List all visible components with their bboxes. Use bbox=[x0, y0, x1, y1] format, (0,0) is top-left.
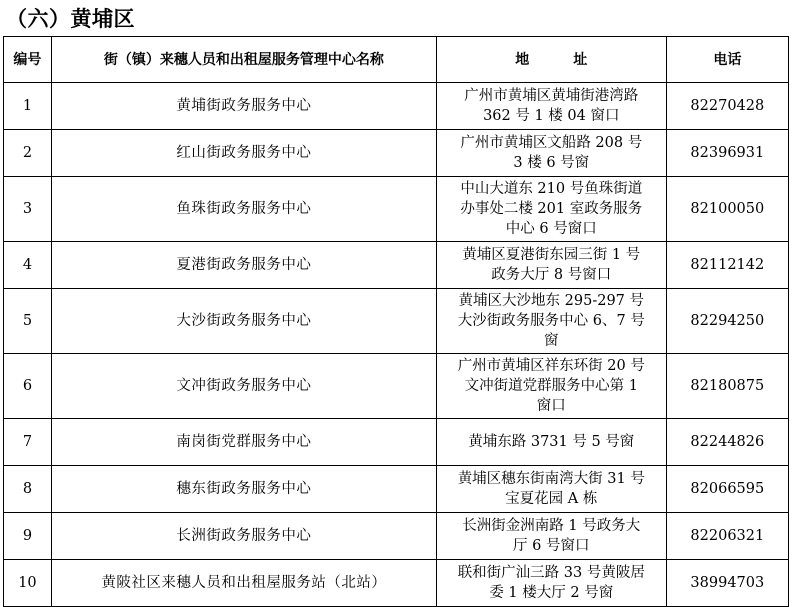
header-address-char-2: 址 bbox=[573, 51, 588, 68]
table-row bbox=[4, 354, 789, 419]
table-body bbox=[4, 83, 789, 607]
table-row bbox=[4, 466, 789, 513]
address-line: 办事处二楼 201 室政务服务 bbox=[460, 201, 643, 217]
center-phone: 82244826 bbox=[666, 419, 788, 466]
address-line: 大沙街政务服务中心 6、7 号 bbox=[457, 313, 645, 329]
address-line: 中山大道东 210 号鱼珠街道 bbox=[460, 181, 643, 197]
address-line: 广州市黄埔区黄埔街港湾路 bbox=[464, 88, 639, 104]
center-phone: 82180875 bbox=[666, 354, 788, 419]
row-number: 2 bbox=[4, 130, 52, 177]
address-line: 黄埔区夏港街东园三街 1 号 bbox=[462, 247, 641, 263]
row-number: 6 bbox=[4, 354, 52, 419]
row-number: 3 bbox=[4, 177, 52, 242]
center-address bbox=[436, 130, 666, 177]
center-name: 大沙街政务服务中心 bbox=[51, 289, 436, 354]
address-line: 黄埔区穗东街南湾大街 31 号 bbox=[457, 471, 645, 487]
section-title: （六）黄埔区 bbox=[6, 7, 135, 31]
center-address bbox=[436, 466, 666, 513]
table-header-row bbox=[4, 37, 789, 83]
table-row bbox=[4, 130, 789, 177]
service-center-table bbox=[3, 36, 789, 607]
address-line: 广州市黄埔区文船路 208 号 bbox=[460, 135, 643, 151]
address-line: 黄埔区大沙地东 295-297 号 bbox=[458, 293, 645, 309]
center-phone: 38994703 bbox=[666, 560, 788, 607]
center-name: 红山街政务服务中心 bbox=[51, 130, 436, 177]
address-line: 窗 bbox=[544, 333, 559, 349]
center-name: 文冲街政务服务中心 bbox=[51, 354, 436, 419]
row-number: 7 bbox=[4, 419, 52, 466]
table-row bbox=[4, 513, 789, 560]
table-row bbox=[4, 242, 789, 289]
table-row bbox=[4, 419, 789, 466]
row-number: 4 bbox=[4, 242, 52, 289]
center-address bbox=[436, 242, 666, 289]
address-line: 窗口 bbox=[536, 398, 566, 414]
address-line: 3 楼 6 号窗 bbox=[513, 155, 590, 171]
center-phone: 82294250 bbox=[666, 289, 788, 354]
table-row bbox=[4, 289, 789, 354]
center-phone: 82270428 bbox=[666, 83, 788, 130]
center-name: 黄陂社区来穗人员和出租屋服务站（北站） bbox=[51, 560, 436, 607]
table-row bbox=[4, 177, 789, 242]
header-phone: 电话 bbox=[666, 37, 788, 83]
address-line: 委 1 楼大厅 2 号窗 bbox=[489, 585, 614, 601]
center-address bbox=[436, 560, 666, 607]
center-address bbox=[436, 83, 666, 130]
center-phone: 82396931 bbox=[666, 130, 788, 177]
header-number: 编号 bbox=[4, 37, 52, 83]
row-number: 9 bbox=[4, 513, 52, 560]
address-line: 中心 6 号窗口 bbox=[505, 221, 597, 237]
center-name: 南岗街党群服务中心 bbox=[51, 419, 436, 466]
address-line: 联和街广汕三路 33 号黄陂居 bbox=[457, 565, 645, 581]
table-row bbox=[4, 83, 789, 130]
row-number: 8 bbox=[4, 466, 52, 513]
address-line: 362 号 1 楼 04 窗口 bbox=[483, 108, 620, 124]
row-number: 1 bbox=[4, 83, 52, 130]
center-name: 鱼珠街政务服务中心 bbox=[51, 177, 436, 242]
address-line: 厅 6 号窗口 bbox=[513, 538, 590, 554]
row-number: 10 bbox=[4, 560, 52, 607]
center-address bbox=[436, 177, 666, 242]
header-address-char-1: 地 bbox=[515, 51, 530, 68]
row-number: 5 bbox=[4, 289, 52, 354]
center-address bbox=[436, 419, 666, 466]
header-address bbox=[436, 37, 666, 83]
center-phone: 82206321 bbox=[666, 513, 788, 560]
address-line: 长洲街金洲南路 1 号政务大 bbox=[462, 518, 641, 534]
center-phone: 82066595 bbox=[666, 466, 788, 513]
center-address bbox=[436, 513, 666, 560]
table-row bbox=[4, 560, 789, 607]
address-line: 宝夏花园 A 栋 bbox=[505, 491, 598, 507]
center-name: 黄埔街政务服务中心 bbox=[51, 83, 436, 130]
header-center-name: 街（镇）来穗人员和出租屋服务管理中心名称 bbox=[51, 37, 436, 83]
center-phone: 82100050 bbox=[666, 177, 788, 242]
address-line: 政务大厅 8 号窗口 bbox=[491, 267, 612, 283]
center-address bbox=[436, 354, 666, 419]
address-line: 广州市黄埔区祥东环街 20 号 bbox=[457, 358, 645, 374]
center-address bbox=[436, 289, 666, 354]
center-name: 穗东街政务服务中心 bbox=[51, 466, 436, 513]
address-line: 黄埔东路 3731 号 5 号窗 bbox=[468, 434, 635, 450]
center-phone: 82112142 bbox=[666, 242, 788, 289]
center-name: 夏港街政务服务中心 bbox=[51, 242, 436, 289]
address-line: 文冲街道党群服务中心第 1 bbox=[464, 378, 638, 394]
center-name: 长洲街政务服务中心 bbox=[51, 513, 436, 560]
